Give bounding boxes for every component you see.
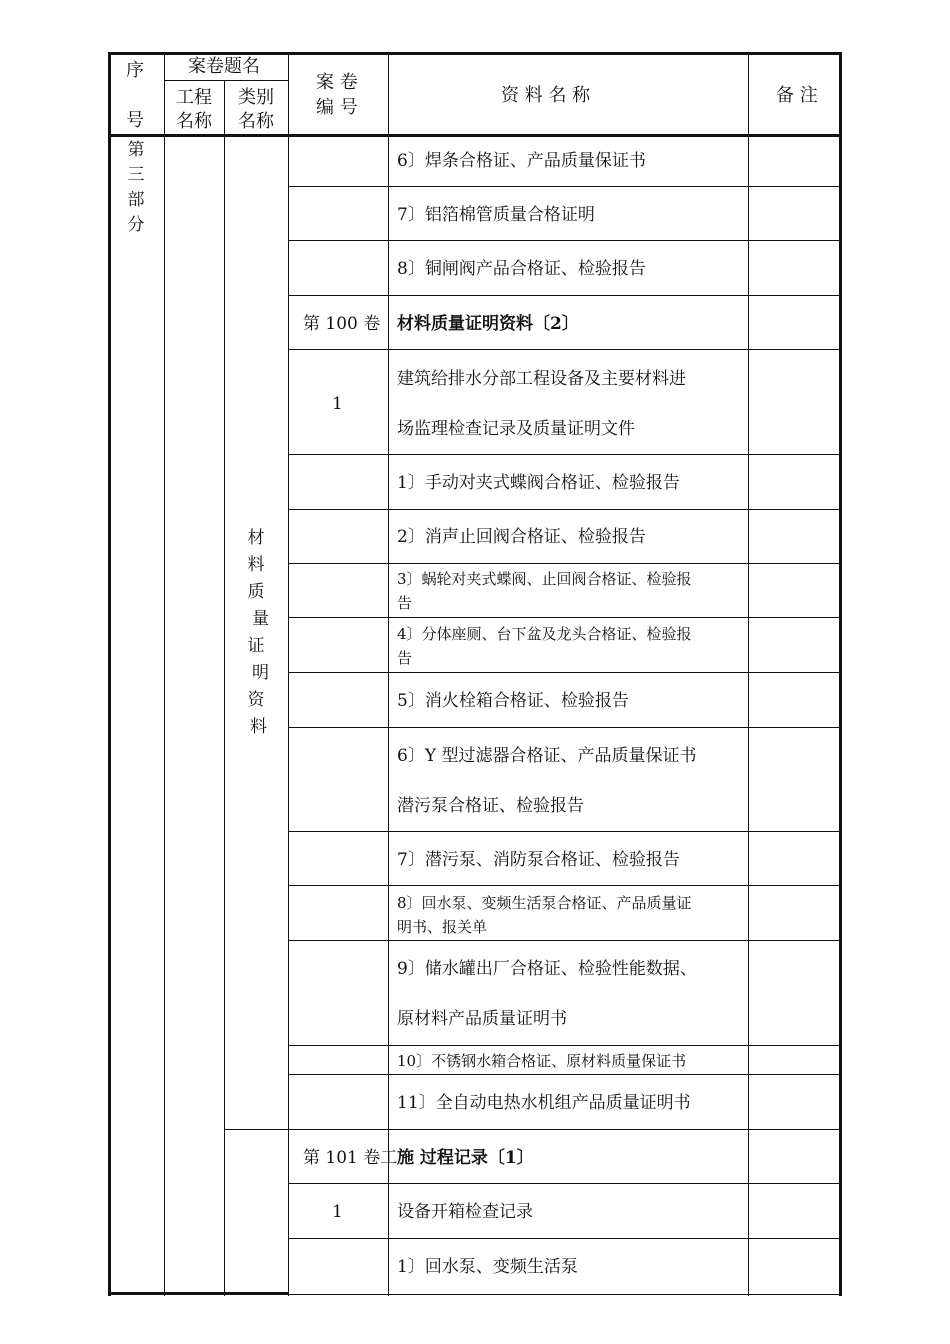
- row-text-line2: 告: [397, 594, 413, 612]
- col-line-3: [288, 52, 289, 1296]
- row-text: 设备开箱检查记录: [397, 1202, 533, 1222]
- table-top-border: [108, 52, 842, 55]
- table-left-border: [108, 52, 111, 1296]
- row-text: 11〕全自动电热水机组产品质量证明书: [397, 1093, 691, 1113]
- row-text: 8〕回水泵、变频生活泵合格证、产品质量证: [397, 894, 692, 912]
- row-line: [288, 831, 842, 832]
- row-text: 8〕铜闸阀产品合格证、检验报告: [397, 259, 646, 279]
- row-text: 10〕不锈钢水箱合格证、原材料质量保证书: [397, 1052, 687, 1070]
- row-text: 3〕蜗轮对夹式蝶阀、止回阀合格证、检验报: [397, 570, 692, 588]
- row-line: [288, 672, 842, 673]
- row-line: [288, 295, 842, 296]
- header-category-name-1: 类别: [238, 87, 274, 108]
- item-number: 1: [332, 394, 343, 414]
- header-subline: [164, 80, 288, 81]
- category-label: 材 料 质 量 证 明 资 料: [247, 528, 269, 737]
- row-text-line2: 潜污泵合格证、检验报告: [397, 796, 584, 816]
- row-line-bottom: [288, 1294, 842, 1295]
- col-line-5: [748, 52, 749, 1296]
- header-project-name-2: 名称: [176, 111, 212, 132]
- row-text: 6〕Y 型过滤器合格证、产品质量保证书: [397, 746, 697, 766]
- header-seq-top: 序: [126, 60, 144, 81]
- volume-number: 第 100 卷: [303, 314, 381, 334]
- row-line: [288, 240, 842, 241]
- row-text-line2: 告: [397, 649, 413, 667]
- header-volume-no-2: 编 号: [316, 97, 358, 118]
- header-material-name: 资 料 名 称: [501, 85, 591, 106]
- row-text: 1〕回水泵、变频生活泵: [397, 1257, 578, 1277]
- row-text: 7〕铝箔棉管质量合格证明: [397, 205, 595, 225]
- row-line: [224, 1129, 842, 1130]
- col-line-4: [388, 52, 389, 1296]
- col-line-1: [164, 52, 165, 1296]
- row-text-line2: 明书、报关单: [397, 918, 488, 936]
- table-bottom: [108, 1292, 288, 1295]
- row-text: 9〕储水罐出厂合格证、检验性能数据、: [397, 959, 697, 979]
- row-line: [288, 349, 842, 350]
- header-category-name-2: 名称: [238, 111, 274, 132]
- row-line: [288, 727, 842, 728]
- col-line-2: [224, 80, 225, 1296]
- row-text-line2: 原材料产品质量证明书: [397, 1009, 567, 1029]
- section-label: 第 三 部 分: [127, 140, 145, 235]
- header-title-group: 案卷题名: [188, 56, 260, 77]
- row-line: [288, 1183, 842, 1184]
- row-line: [288, 940, 842, 941]
- row-text: 5〕消火栓箱合格证、检验报告: [397, 691, 629, 711]
- row-line: [288, 885, 842, 886]
- row-text-line2: 场监理检查记录及质量证明文件: [397, 419, 635, 439]
- document-table: [108, 52, 842, 1296]
- row-line: [288, 563, 842, 564]
- row-text: 材料质量证明资料〔2〕: [397, 314, 579, 334]
- row-line: [288, 454, 842, 455]
- header-remark: 备 注: [776, 85, 818, 106]
- header-project-name-1: 工程: [176, 87, 212, 108]
- row-text: 7〕潜污泵、消防泵合格证、检验报告: [397, 850, 680, 870]
- row-text: 2〕消声止回阀合格证、检验报告: [397, 527, 646, 547]
- header-seq-bottom: 号: [126, 110, 144, 131]
- row-line: [288, 1074, 842, 1075]
- row-line: [288, 1238, 842, 1239]
- row-text: 1〕手动对夹式蝶阀合格证、检验报告: [397, 473, 680, 493]
- header-volume-no-1: 案 卷: [316, 72, 358, 93]
- table-right-border: [839, 52, 842, 1296]
- item-number: 1: [332, 1202, 343, 1222]
- volume-number: 第 101 卷工: [303, 1148, 398, 1168]
- header-bottom: [108, 134, 842, 137]
- row-text: 6〕焊条合格证、产品质量保证书: [397, 151, 646, 171]
- row-text: 4〕分体座厕、台下盆及龙头合格证、检验报: [397, 625, 692, 643]
- row-text: 建筑给排水分部工程设备及主要材料进: [397, 369, 686, 389]
- row-line: [288, 617, 842, 618]
- row-line: [288, 1045, 842, 1046]
- row-text: 施 过程记录〔1〕: [397, 1148, 534, 1168]
- row-line: [288, 186, 842, 187]
- row-line: [288, 509, 842, 510]
